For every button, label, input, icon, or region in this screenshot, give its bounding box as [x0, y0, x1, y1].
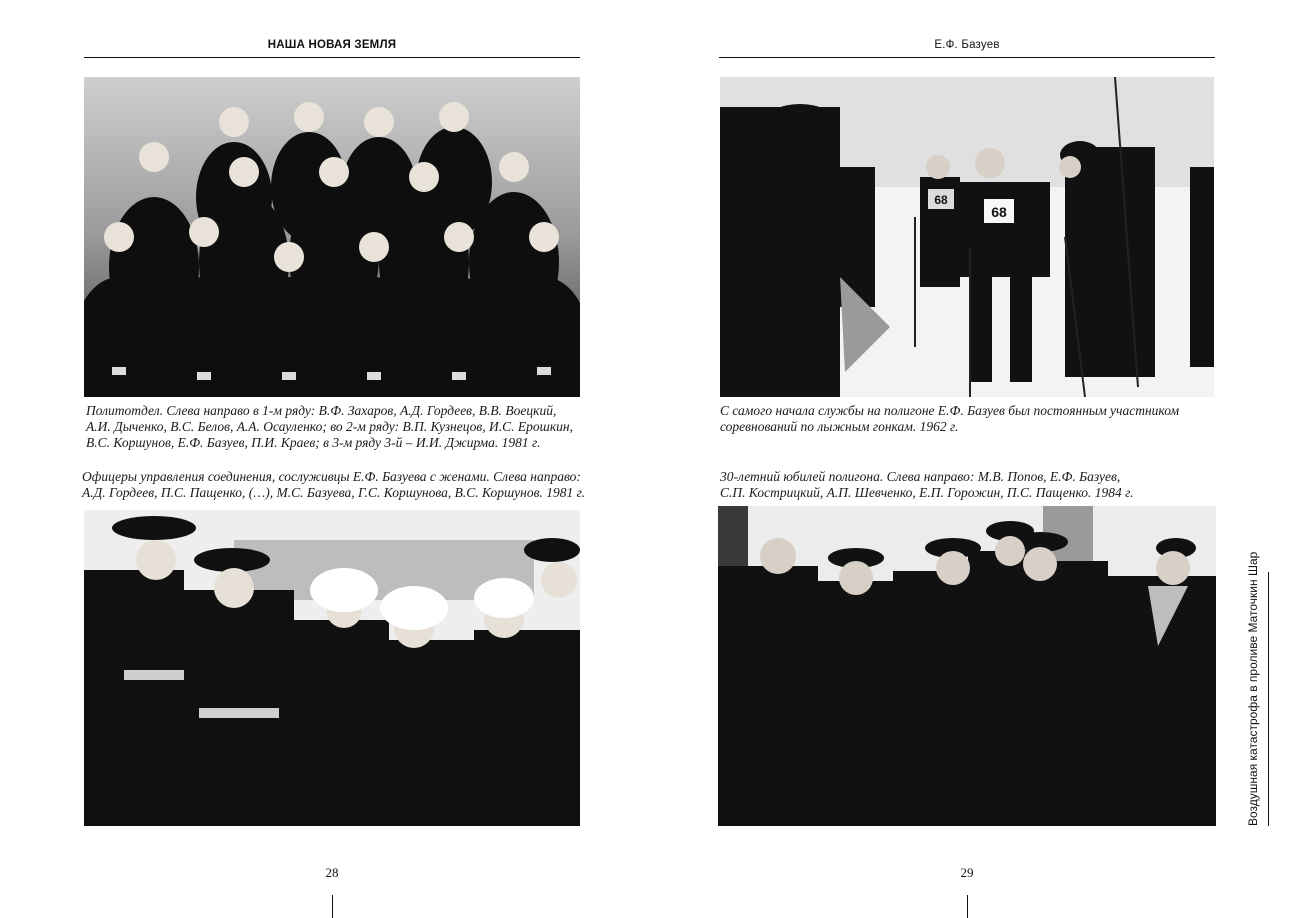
crop-mark-right: [967, 895, 968, 918]
caption-officers-with-wives: [82, 469, 585, 501]
photo-officers-with-wives: [84, 510, 580, 826]
photo-political-department: [84, 77, 580, 397]
header-rule-right: [719, 57, 1215, 58]
caption-line: С самого начала службы на полигоне Е.Ф. Базуев был постоянным участником: [720, 403, 1180, 418]
officers-photo-image: [84, 510, 580, 826]
caption-line: Офицеры управления соединения, сослуживцы Е.Ф. Базуева с женами. Слева направо:: [82, 469, 581, 484]
running-head-right: Е.Ф. Базуев: [934, 39, 1000, 51]
header-rule-left: [84, 57, 580, 58]
photo-ski-race: [720, 77, 1214, 397]
side-title-rule: [1268, 572, 1269, 826]
caption-line: А.И. Дыченко, В.С. Белов, А.А. Осауленко; во 2-м ряду: В.П. Кузнецов, И.С. Ерошкин,: [86, 419, 573, 434]
side-title: [1243, 551, 1263, 826]
running-head-left: НАША НОВАЯ ЗЕМЛЯ: [267, 39, 397, 51]
caption-line: Политотдел. Слева направо в 1-м ряду: В.Ф. Захаров, А.Д. Гордеев, В.В. Воецкий,: [86, 403, 557, 418]
caption-anniversary: [720, 469, 1134, 501]
crop-mark-left: [332, 895, 333, 918]
group-photo-image: [84, 77, 580, 397]
ski-bib-number: 68: [934, 193, 948, 207]
side-title-text: Воздушная катастрофа в проливе Маточкин Шар: [1246, 551, 1260, 826]
caption-political-department: [86, 403, 573, 451]
photo-anniversary: [718, 506, 1216, 826]
anniversary-image: [718, 506, 1216, 826]
ski-bib-number: 68: [991, 204, 1007, 220]
page-number-right: 29: [960, 865, 974, 880]
caption-line: С.П. Кострицкий, А.П. Шевченко, Е.П. Горожин, П.С. Пащенко. 1984 г.: [720, 485, 1134, 500]
page-number-left: 28: [325, 865, 339, 880]
ski-race-image: [720, 77, 1214, 397]
caption-line: соревнований по лыжным гонкам. 1962 г.: [720, 419, 959, 434]
right-page: [650, 0, 1300, 918]
caption-line: В.С. Коршунов, Е.Ф. Базуев, П.И. Краев; в 3-м ряду 3-й – И.И. Джирма. 1981 г.: [86, 435, 541, 450]
caption-ski-race: [720, 403, 1179, 435]
caption-line: 30-летний юбилей полигона. Слева направо: М.В. Попов, Е.Ф. Базуев,: [720, 469, 1121, 484]
caption-line: А.Д. Гордеев, П.С. Пащенко, (…), М.С. Базуева, Г.С. Коршунова, В.С. Коршунов. 1981 г.: [82, 485, 586, 500]
